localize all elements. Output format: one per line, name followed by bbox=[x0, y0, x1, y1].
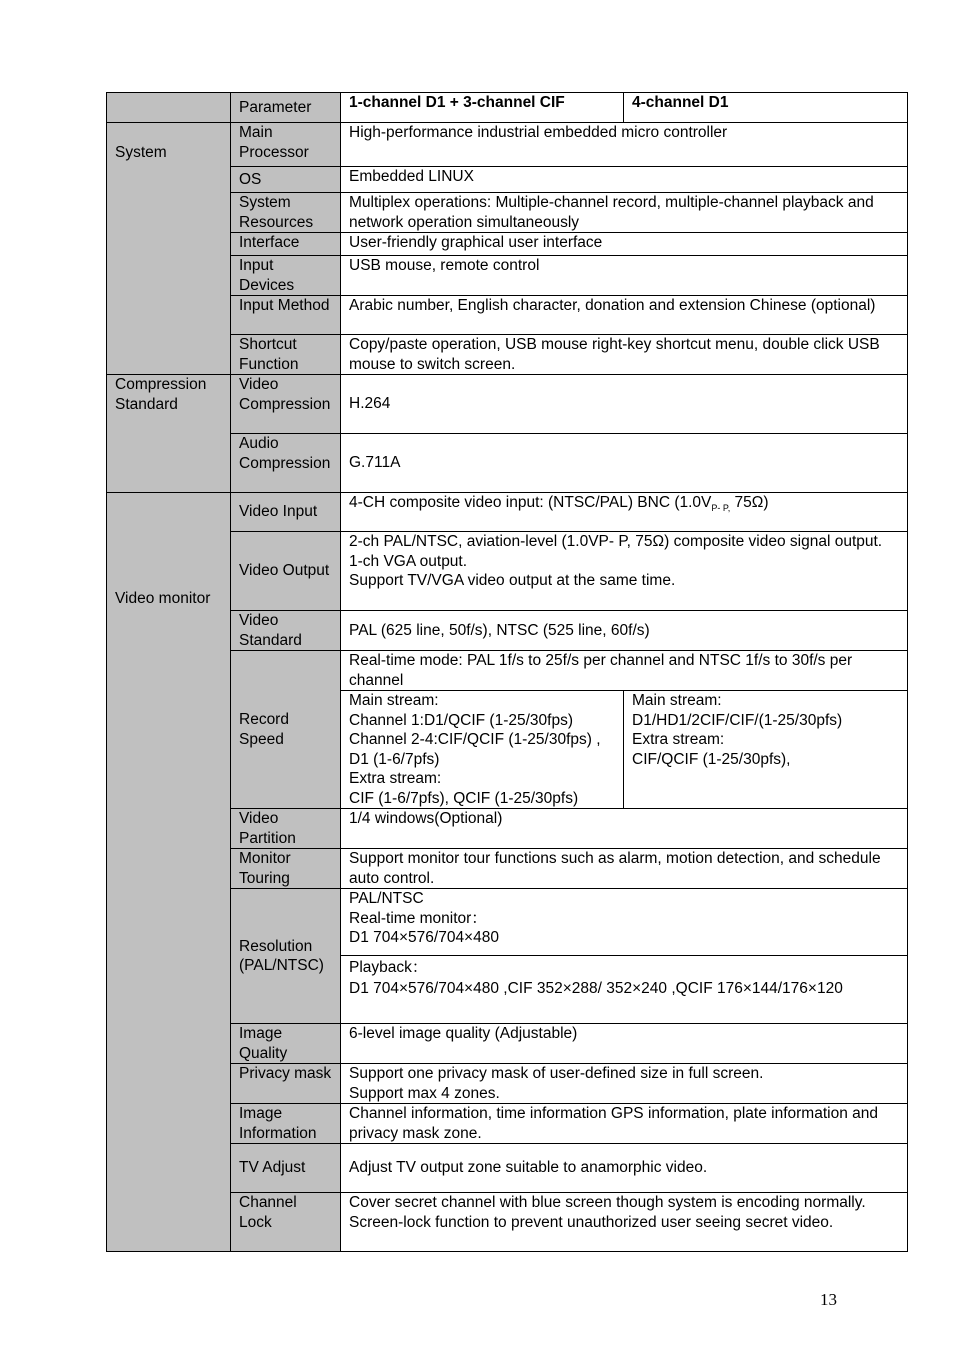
value-cell: Channel information, time information GPS information, plate information and privacy mask zone. bbox=[341, 1104, 908, 1144]
param-cell: Video Compression bbox=[231, 375, 341, 434]
value-cell: Copy/paste operation, USB mouse right-key shortcut menu, double click USB mouse to switch screen. bbox=[341, 335, 908, 375]
category-system: System bbox=[107, 123, 231, 375]
value-cell bbox=[341, 1193, 908, 1252]
param-cell: Record Speed bbox=[231, 651, 341, 809]
record-line: D1/HD1/2CIF/CIF/(1-25/30pfs) bbox=[632, 711, 843, 729]
param-cell: Main Processor bbox=[231, 123, 341, 167]
record-line: CIF (1-6/7pfs), QCIF (1-25/30pfs) bbox=[349, 789, 579, 807]
param-cell: Input Method bbox=[231, 296, 341, 335]
value-cell: Real-time mode: PAL 1f/s to 25f/s per channel and NTSC 1f/s to 30f/s per channel bbox=[341, 651, 908, 691]
category-compression: Compression Standard bbox=[107, 375, 231, 493]
value-cell: Support monitor tour functions such as alarm, motion detection, and schedule auto control. bbox=[341, 849, 908, 889]
record-speed-col1 bbox=[341, 691, 624, 809]
category-video-monitor: Video monitor bbox=[107, 493, 231, 1252]
resolution-line: D1 704×576/704×480 bbox=[349, 929, 499, 946]
channel-lock-line: Cover secret channel with blue screen though system is encoding normally. bbox=[349, 1194, 866, 1211]
header-col2: 4-channel D1 bbox=[624, 93, 908, 123]
video-output-line: 1-ch VGA output. bbox=[349, 552, 468, 570]
param-cell: Input Devices bbox=[231, 256, 341, 296]
header-row bbox=[107, 93, 908, 123]
value-cell: Embedded LINUX bbox=[341, 167, 908, 193]
playback-line: Playback： bbox=[349, 959, 428, 976]
param-cell: OS bbox=[231, 167, 341, 193]
value-cell: USB mouse, remote control bbox=[341, 256, 908, 296]
param-cell: Video Standard bbox=[231, 611, 341, 651]
header-parameter: Parameter bbox=[231, 93, 341, 123]
record-line: Channel 2-4:CIF/QCIF (1-25/30fps) , D1 (1-6/7pfs) bbox=[349, 731, 601, 768]
video-input-subscript: P- P, bbox=[711, 503, 731, 514]
video-input-text: 4-CH composite video input: (NTSC/PAL) BNC (1.0V bbox=[349, 494, 712, 511]
value-cell: Multiplex operations: Multiple-channel record, multiple-channel playback and network operation simultaneously bbox=[341, 193, 908, 233]
value-cell: User-friendly graphical user interface bbox=[341, 233, 908, 256]
record-line: Main stream: bbox=[349, 692, 439, 709]
param-cell: Resolution (PAL/NTSC) bbox=[231, 889, 341, 1024]
record-line: Channel 1:D1/QCIF (1-25/30fps) bbox=[349, 711, 573, 729]
record-speed-col2 bbox=[624, 691, 908, 809]
resolution-line: PAL/NTSC bbox=[349, 890, 424, 907]
param-cell: Privacy mask bbox=[231, 1064, 341, 1104]
table-row bbox=[107, 375, 908, 434]
privacy-line: Support max 4 zones. bbox=[349, 1084, 500, 1102]
value-cell: 6-level image quality (Adjustable) bbox=[341, 1024, 908, 1064]
record-line: Extra stream: bbox=[632, 731, 725, 748]
param-cell: System Resources bbox=[231, 193, 341, 233]
value-cell bbox=[341, 889, 908, 956]
param-cell: Channel Lock bbox=[231, 1193, 341, 1252]
value-cell bbox=[341, 1064, 908, 1104]
table-row bbox=[107, 123, 908, 167]
param-cell: TV Adjust bbox=[231, 1144, 341, 1193]
value-cell bbox=[341, 956, 908, 1024]
param-cell: Image Quality bbox=[231, 1024, 341, 1064]
param-cell: Interface bbox=[231, 233, 341, 256]
header-col1: 1-channel D1 + 3-channel CIF bbox=[341, 93, 624, 123]
record-line: CIF/QCIF (1-25/30pfs), bbox=[632, 750, 791, 768]
record-line: Main stream: bbox=[632, 692, 722, 709]
playback-line: D1 704×576/704×480 ,CIF 352×288/ 352×240 ,QCIF 176×144/176×120 bbox=[349, 980, 843, 997]
table-row bbox=[107, 493, 908, 532]
header-blank-cell bbox=[107, 93, 231, 123]
param-cell: Monitor Touring bbox=[231, 849, 341, 889]
video-input-tail: 75Ω) bbox=[730, 494, 769, 511]
param-cell: Audio Compression bbox=[231, 434, 341, 493]
value-cell: 1/4 windows(Optional) bbox=[341, 809, 908, 849]
resolution-line: Real-time monitor： bbox=[349, 909, 487, 927]
value-cell: High-performance industrial embedded micro controller bbox=[341, 123, 908, 167]
param-cell: Video Partition bbox=[231, 809, 341, 849]
value-cell: Adjust TV output zone suitable to anamorphic video. bbox=[341, 1144, 908, 1193]
param-cell: Video Output bbox=[231, 532, 341, 611]
value-cell: G.711A bbox=[341, 434, 908, 493]
record-line: Extra stream: bbox=[349, 770, 442, 787]
value-cell: Arabic number, English character, donation and extension Chinese (optional) bbox=[341, 296, 908, 335]
channel-lock-line: Screen-lock function to prevent unauthorized user seeing secret video. bbox=[349, 1213, 834, 1231]
value-cell: H.264 bbox=[341, 375, 908, 434]
spec-table bbox=[106, 92, 908, 1252]
video-output-line: 2-ch PAL/NTSC, aviation-level (1.0VP- P, 75Ω) composite video signal output. bbox=[349, 533, 883, 550]
value-cell bbox=[341, 532, 908, 611]
value-cell bbox=[341, 493, 908, 532]
param-cell: Image Information bbox=[231, 1104, 341, 1144]
video-output-line: Support TV/VGA video output at the same time. bbox=[349, 572, 676, 589]
param-cell: Video Input bbox=[231, 493, 341, 532]
privacy-line: Support one privacy mask of user-defined size in full screen. bbox=[349, 1065, 764, 1082]
page-number: 13 bbox=[820, 1290, 837, 1309]
value-cell: PAL (625 line, 50f/s), NTSC (525 line, 60f/s) bbox=[341, 611, 908, 651]
param-cell: Shortcut Function bbox=[231, 335, 341, 375]
